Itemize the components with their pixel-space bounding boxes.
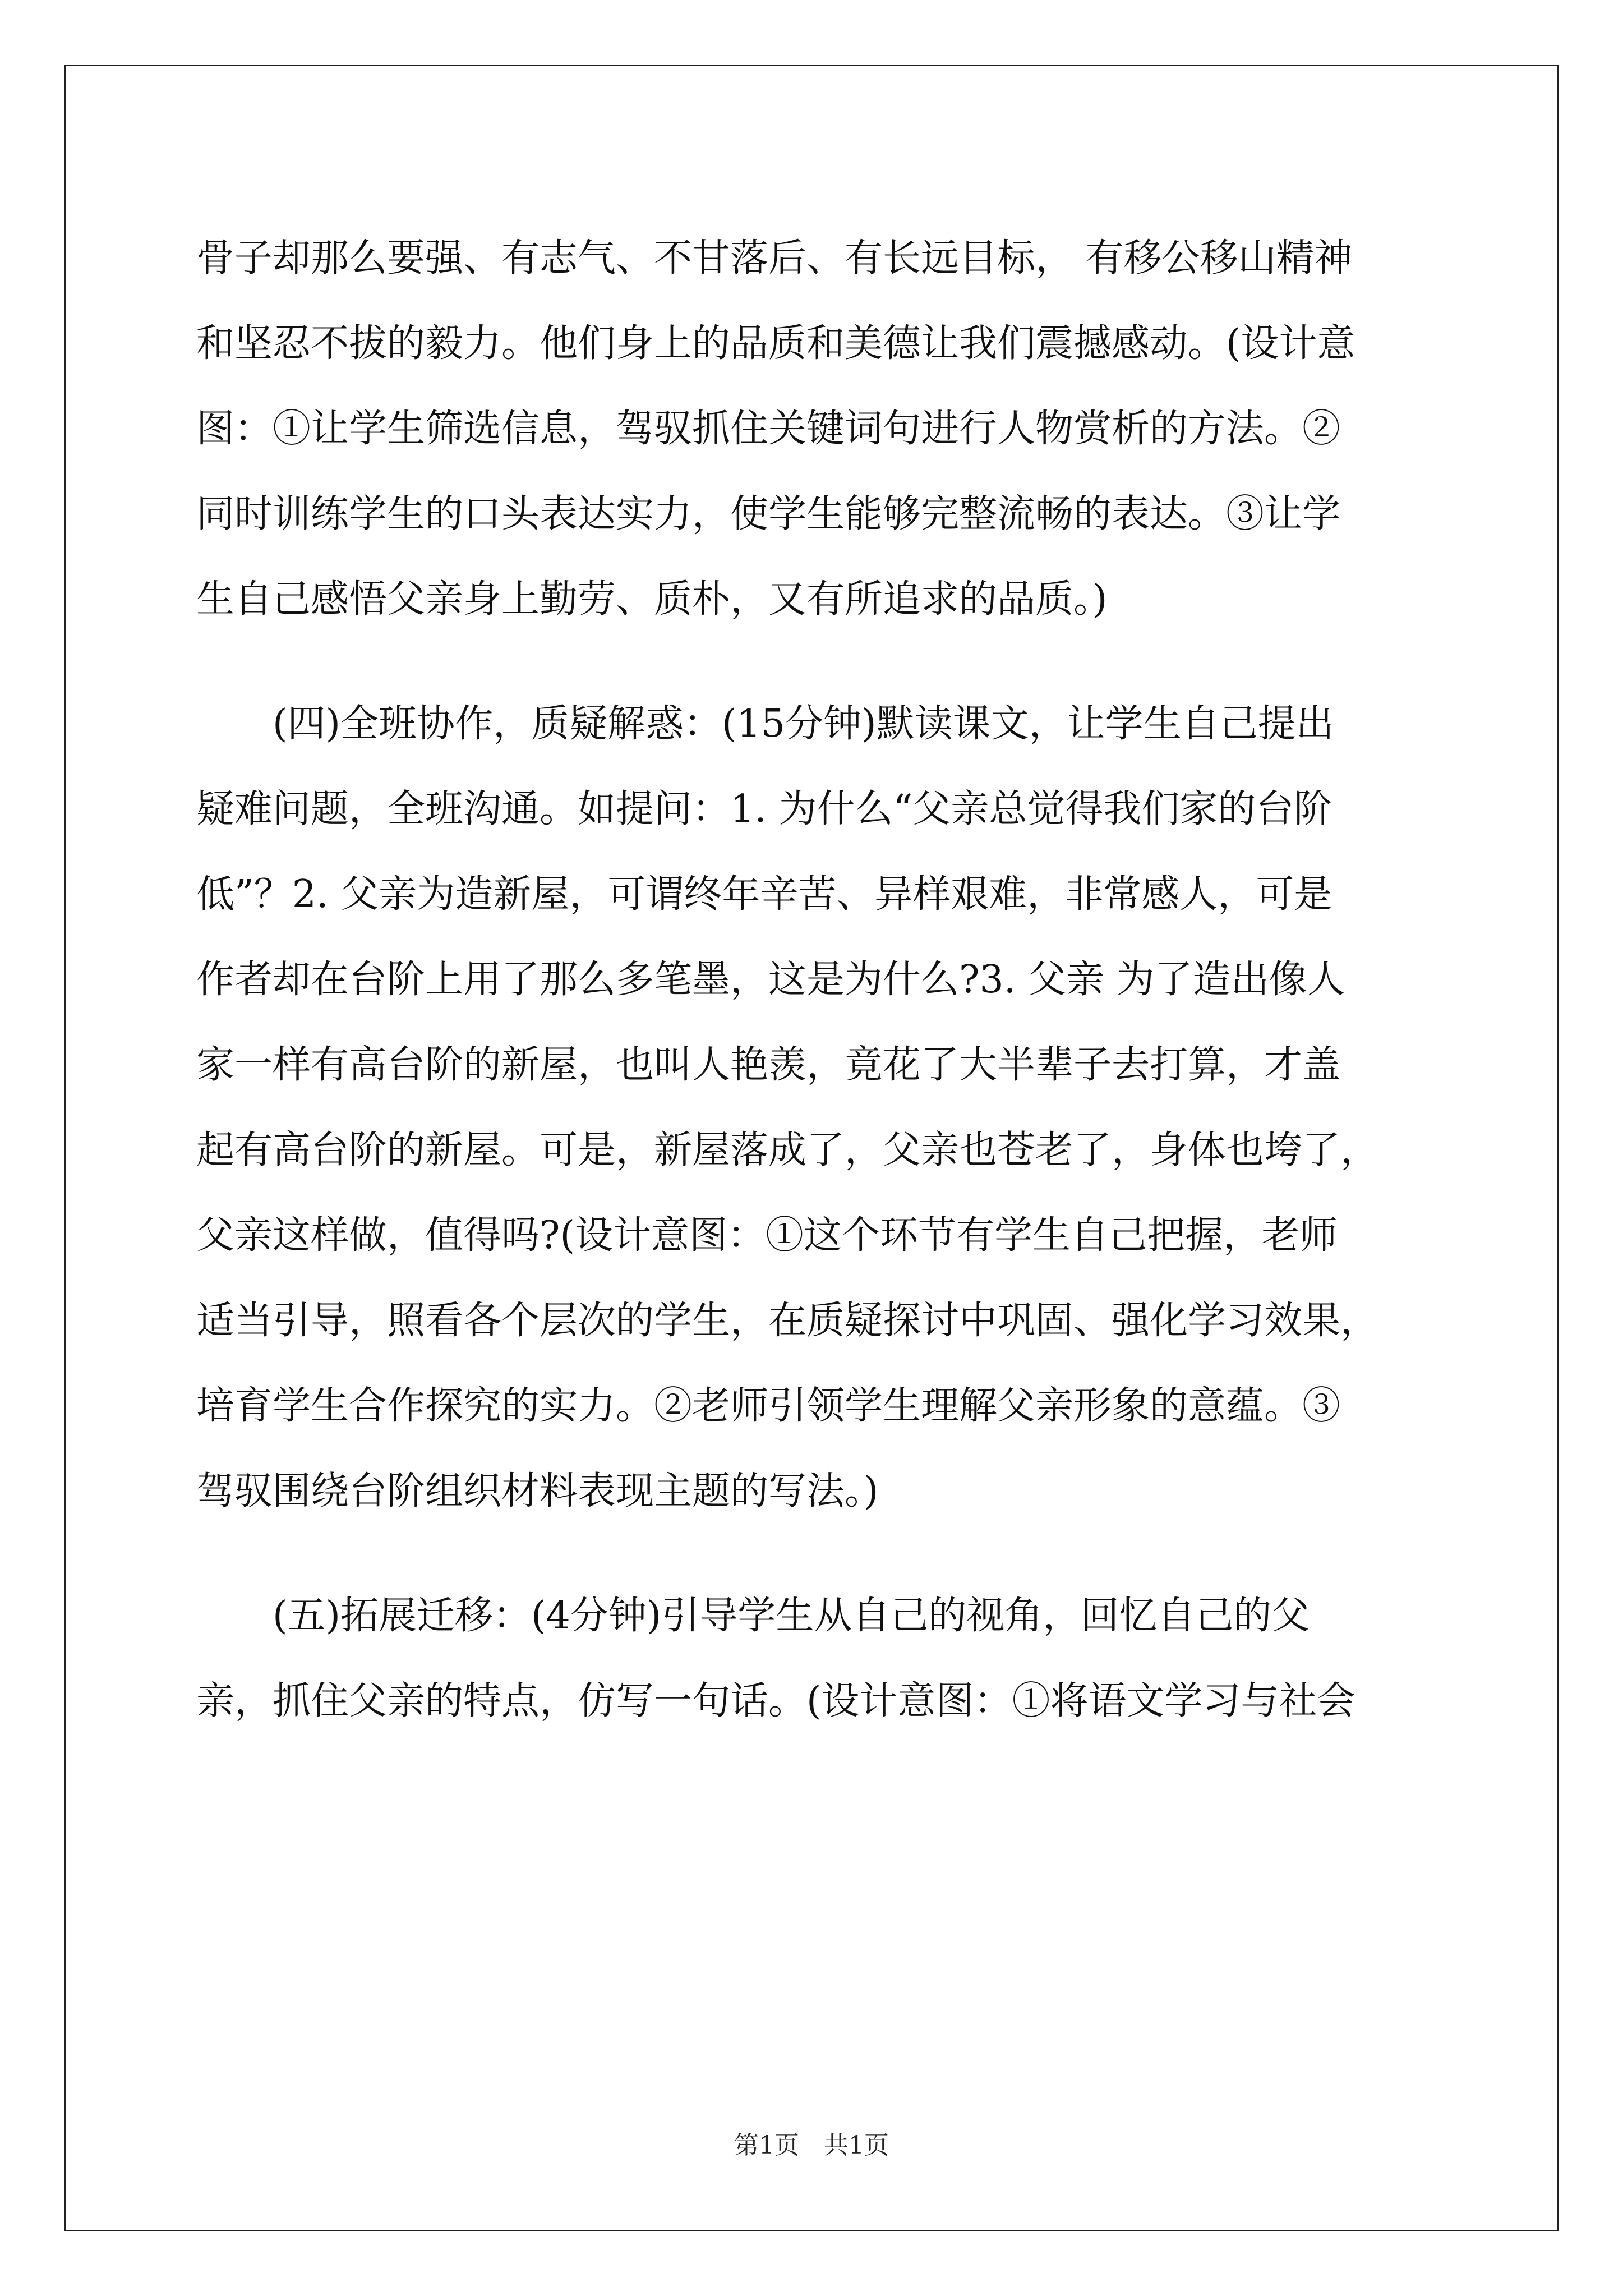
document-body [196, 216, 1430, 1744]
text-line: (五)拓展迁移：(4分钟)引导学生从自己的视角，回忆自己的父 [273, 1594, 1310, 1638]
text-line: (四)全班协作，质疑解惑：(15分钟)默读课文，让学生自己提出 [273, 702, 1334, 746]
page-number: 第1页 共1页 [734, 2131, 889, 2160]
text-line: 起有高台阶的新屋。可是，新屋落成了，父亲也苍老了，身体也垮了， [196, 1128, 1379, 1172]
text-line: 作者却在台阶上用了那么多笔墨，这是为什么?3. 父亲 为了造出像人 [196, 958, 1345, 1002]
text-line: 低”？2. 父亲为造新屋，可谓终年辛苦、异样艰难，非常感人，可是 [196, 872, 1332, 917]
text-line: 驾驭围绕台阶组织材料表现主题的写法。) [196, 1469, 879, 1513]
text-line: 生自己感悟父亲身上勤劳、质朴，又有所追求的品质。) [196, 577, 1108, 622]
text-line: 培育学生合作探究的实力。②老师引领学生理解父亲形象的意蕴。③ [196, 1384, 1341, 1428]
text-line: 同时训练学生的口头表达实力，使学生能够完整流畅的表达。③让学 [196, 492, 1341, 536]
text-line: 亲，抓住父亲的特点，仿写一句话。(设计意图：①将语文学习与社会 [196, 1679, 1355, 1723]
text-line: 和坚忍不拔的毅力。他们身上的品质和美德让我们震撼感动。(设计意 [196, 321, 1355, 366]
text-line: 图：①让学生筛选信息，驾驭抓住关键词句进行人物赏析的方法。② [196, 407, 1341, 451]
text-line: 适当引导，照看各个层次的学生，在质疑探讨中巩固、强化学习效果， [196, 1299, 1379, 1343]
text-line: 骨子却那么要强、有志气、不甘落后、有长远目标， 有移公移山精神 [196, 236, 1353, 280]
text-line: 疑难问题，全班沟通。如提问：1. 为什么“父亲总觉得我们家的台阶 [196, 787, 1332, 831]
text-line: 父亲这样做，值得吗?(设计意图：①这个环节有学生自己把握，老师 [196, 1213, 1338, 1258]
text-line: 家一样有高台阶的新屋，也叫人艳羡，竟花了大半辈子去打算，才盖 [196, 1043, 1341, 1087]
page-footer [0, 2129, 1623, 2162]
